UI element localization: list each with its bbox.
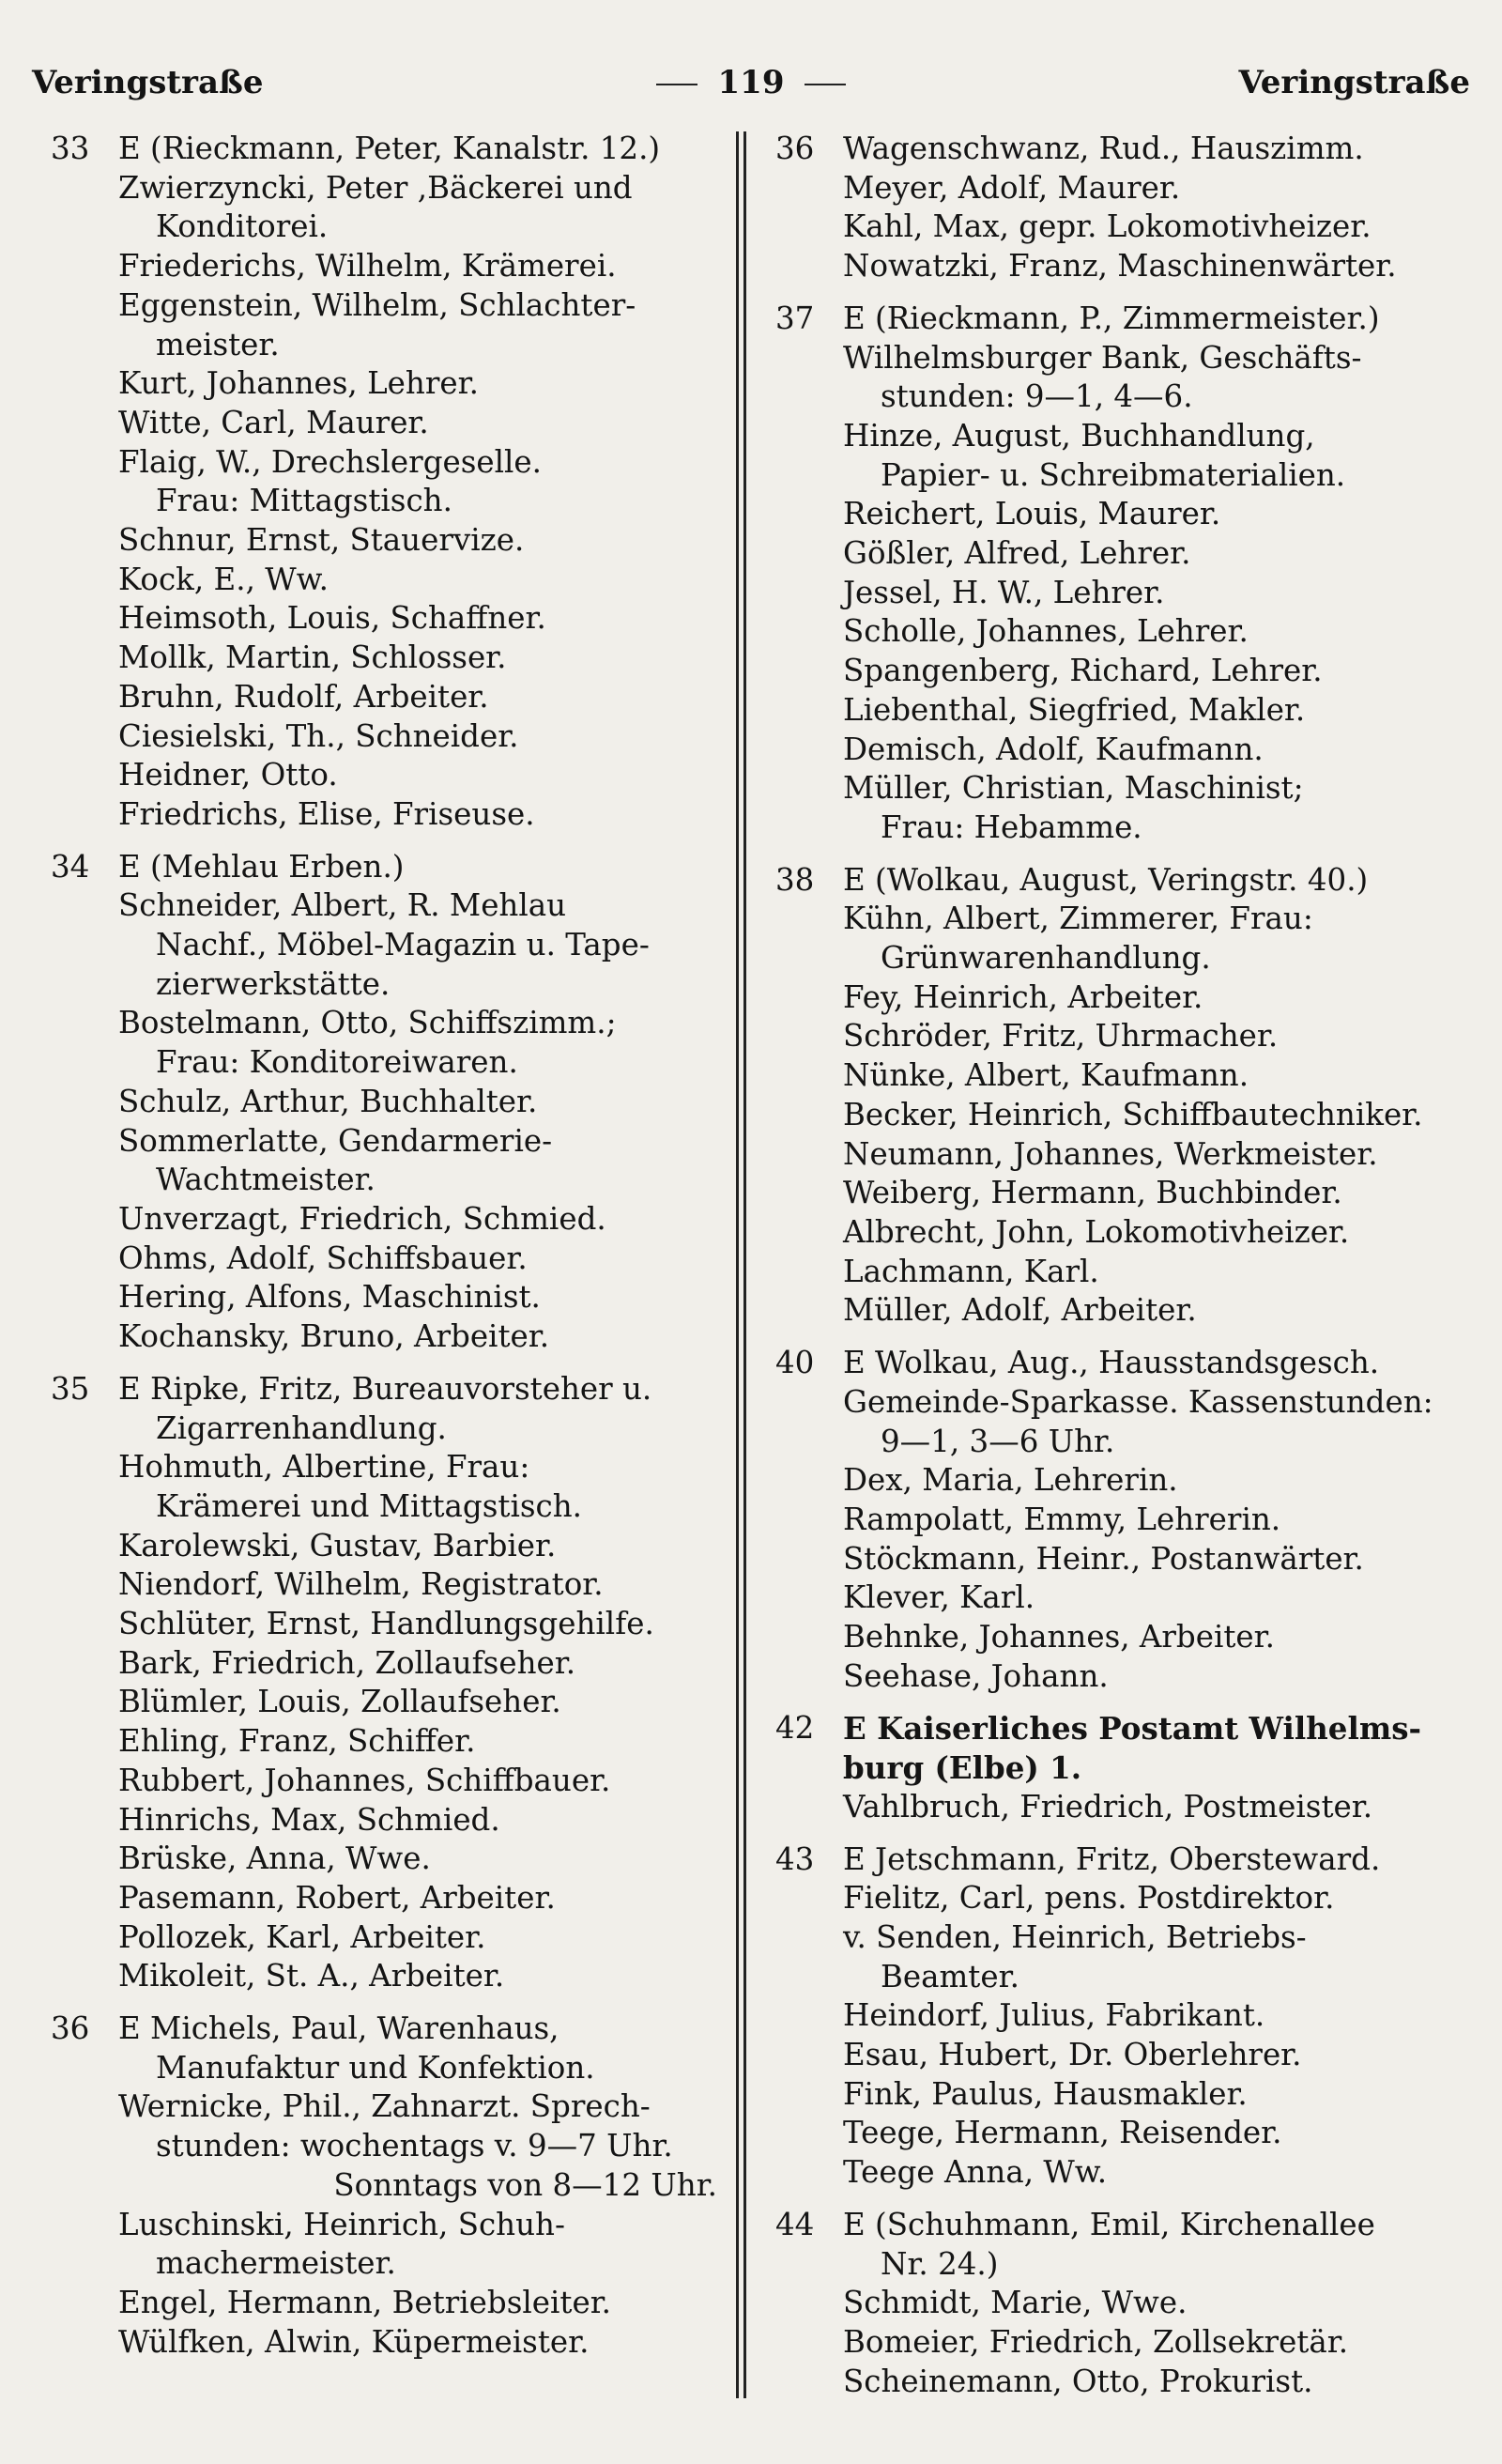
resident-line: Friederichs, Wilhelm, Krämerei. [118, 248, 617, 285]
entry-continuation-line: 9—1, 3—6 Uhr. [881, 1423, 1115, 1459]
entry-continuation-line: zierwerkstätte. [156, 965, 391, 1002]
house-number: 36 [775, 131, 815, 166]
resident-line: Heimsoth, Louis, Schaffner. [118, 600, 546, 637]
entry-gap [51, 835, 727, 848]
house-entry [51, 848, 727, 1357]
entry-continuation-line: Manufaktur und Konfektion. [156, 2049, 595, 2086]
resident-line: Pasemann, Robert, Arbeiter. [118, 1879, 556, 1916]
house-entry [775, 300, 1475, 848]
house-number: 40 [775, 1345, 815, 1381]
resident-line: Luschinski, Heinrich, Schuh- [118, 2206, 565, 2242]
entry-continuation-line: Zigarrenhandlung. [156, 1409, 447, 1446]
resident-line: Albrecht, John, Lokomotivheizer. [843, 1213, 1350, 1250]
resident-line: Klever, Karl. [843, 1579, 1035, 1616]
resident-line: Rampolatt, Emmy, Lehrerin. [843, 1501, 1281, 1537]
entry-continuation-line: stunden: 9—1, 4—6. [881, 378, 1193, 415]
resident-line: Seehase, Johann. [843, 1657, 1109, 1694]
entry-continuation-line: Wachtmeister. [156, 1162, 376, 1198]
resident-line: Friedrichs, Elise, Friseuse. [118, 795, 535, 832]
resident-line: Behnke, Johannes, Arbeiter. [843, 1619, 1275, 1656]
resident-line: Heidner, Otto. [118, 757, 338, 793]
resident-line: Müller, Christian, Maschinist; [843, 770, 1304, 807]
resident-line: E Jetschmann, Fritz, Obersteward. [843, 1840, 1381, 1877]
entry-continuation-line: Papier- u. Schreibmaterialien. [881, 456, 1346, 493]
resident-line: E (Schuhmann, Emil, Kirchenallee [843, 2206, 1375, 2242]
entry-continuation-line: Nr. 24.) [881, 2245, 999, 2282]
resident-line: Fey, Heinrich, Arbeiter. [843, 978, 1203, 1015]
resident-line: Fielitz, Carl, pens. Postdirektor. [843, 1880, 1335, 1917]
resident-line: Liebenthal, Siegfried, Makler. [843, 691, 1306, 728]
left-column [51, 130, 727, 2362]
column-divider-line [743, 131, 746, 2398]
header-street-left: Veringstraße [32, 64, 264, 101]
house-entry [775, 1840, 1475, 2193]
resident-line: Hinze, August, Buchhandlung, [843, 417, 1315, 454]
entry-gap [51, 1996, 727, 2010]
header-street-right: Veringstraße [1238, 64, 1470, 101]
resident-line: Pollozek, Karl, Arbeiter. [118, 1918, 486, 1955]
house-number: 42 [775, 1710, 815, 1747]
resident-line: Fink, Paulus, Hausmakler. [843, 2075, 1248, 2112]
resident-line: E (Rieckmann, P., Zimmermeister.) [843, 300, 1380, 336]
entry-continuation-line: Frau: Mittagstisch. [156, 483, 452, 519]
resident-line: Ehling, Franz, Schiffer. [118, 1723, 476, 1760]
house-entry [775, 1344, 1475, 1696]
header-dash-left [656, 84, 697, 85]
page-header [28, 64, 1474, 111]
resident-line: Bomeier, Friedrich, Zollsekretär. [843, 2323, 1349, 2360]
resident-line: E Michels, Paul, Warenhaus, [118, 2010, 559, 2047]
resident-line: Gemeinde-Sparkasse. Kassenstunden: [843, 1383, 1433, 1420]
resident-line: Flaig, W., Drechslergeselle. [118, 443, 543, 480]
resident-line: Blümler, Louis, Zollaufseher. [118, 1684, 561, 1720]
resident-line: Meyer, Adolf, Maurer. [843, 169, 1181, 206]
resident-line: Bruhn, Rudolf, Arbeiter. [118, 678, 489, 715]
house-number: 37 [775, 300, 815, 336]
house-number: 43 [775, 1840, 815, 1877]
resident-line: Kurt, Johannes, Lehrer. [118, 365, 479, 402]
resident-line: Wilhelmsburger Bank, Geschäfts- [843, 339, 1362, 376]
entry-gap [775, 1331, 1475, 1344]
resident-line: Rubbert, Johannes, Schiffbauer. [118, 1762, 611, 1798]
house-number: 33 [51, 131, 90, 166]
entry-gap [51, 1357, 727, 1370]
entry-gap [775, 286, 1475, 300]
resident-line: Scholle, Johannes, Lehrer. [843, 613, 1249, 650]
resident-line: Müller, Adolf, Arbeiter. [843, 1292, 1197, 1329]
header-dash-right [805, 84, 846, 85]
resident-line: burg (Elbe) 1. [843, 1749, 1082, 1787]
entry-continuation-line: stunden: wochentags v. 9—7 Uhr. [156, 2128, 673, 2164]
resident-line: Nowatzki, Franz, Maschinenwärter. [843, 248, 1397, 285]
resident-line: Weiberg, Hermann, Buchbinder. [843, 1175, 1342, 1211]
resident-line: Vahlbruch, Friedrich, Postmeister. [843, 1788, 1373, 1825]
entry-continuation-line: Konditorei. [156, 208, 329, 245]
page-number: 119 [717, 64, 785, 101]
resident-line: Sonntags von 8—12 Uhr. [333, 2166, 717, 2203]
resident-line: Wülfken, Alwin, Küpermeister. [118, 2323, 590, 2360]
resident-line: Ciesielski, Th., Schneider. [118, 717, 519, 754]
resident-line: Schröder, Fritz, Uhrmacher. [843, 1018, 1279, 1055]
resident-line: Bark, Friedrich, Zollaufseher. [118, 1644, 576, 1681]
resident-line: Hering, Alfons, Maschinist. [118, 1279, 541, 1316]
house-number: 35 [51, 1370, 90, 1407]
resident-line: Schnur, Ernst, Stauervize. [118, 522, 525, 559]
entry-continuation-line: Krämerei und Mittagstisch. [156, 1487, 582, 1524]
resident-line: Schmidt, Marie, Wwe. [843, 2285, 1188, 2321]
resident-line: Gößler, Alfred, Lehrer. [843, 535, 1191, 572]
resident-line: v. Senden, Heinrich, Betriebs- [843, 1918, 1307, 1955]
resident-line: Esau, Hubert, Dr. Oberlehrer. [843, 2037, 1302, 2073]
resident-line: E Ripke, Fritz, Bureauvorsteher u. [118, 1370, 652, 1407]
resident-line: Wagenschwanz, Rud., Hauszimm. [843, 131, 1364, 166]
resident-line: Teege Anna, Ww. [843, 2154, 1108, 2191]
resident-line: Stöckmann, Heinr., Postanwärter. [843, 1540, 1364, 1577]
resident-line: Kahl, Max, gepr. Lokomotivheizer. [843, 208, 1372, 245]
resident-line: Neumann, Johannes, Werkmeister. [843, 1135, 1378, 1172]
resident-line: Mollk, Martin, Schlosser. [118, 639, 507, 676]
entry-continuation-line: Frau: Konditoreiwaren. [156, 1044, 518, 1081]
resident-line: E (Mehlau Erben.) [118, 848, 405, 885]
entry-continuation-line: Grünwarenhandlung. [881, 940, 1211, 977]
resident-line: Bostelmann, Otto, Schiffszimm.; [118, 1005, 617, 1041]
resident-line: Reichert, Louis, Maurer. [843, 496, 1221, 532]
house-number: 44 [775, 2206, 815, 2242]
resident-line: Engel, Hermann, Betriebsleiter. [118, 2284, 612, 2320]
resident-line: Dex, Maria, Lehrerin. [843, 1462, 1178, 1499]
resident-line: Brüske, Anna, Wwe. [118, 1840, 431, 1877]
entry-continuation-line: Beamter. [881, 1958, 1019, 1994]
resident-line: Lachmann, Karl. [843, 1253, 1099, 1289]
resident-line: Karolewski, Gustav, Barbier. [118, 1527, 557, 1563]
resident-line: Jessel, H. W., Lehrer. [843, 574, 1165, 610]
resident-line: E (Rieckmann, Peter, Kanalstr. 12.) [118, 131, 661, 166]
entry-continuation-line: machermeister. [156, 2245, 396, 2282]
resident-line: Demisch, Adolf, Kaufmann. [843, 731, 1264, 767]
right-column [775, 130, 1475, 2401]
entry-gap [775, 1696, 1475, 1709]
resident-line: Becker, Heinrich, Schiffbautechniker. [843, 1096, 1423, 1132]
column-divider-line [736, 131, 739, 2398]
resident-line: Eggenstein, Wilhelm, Schlachter- [118, 286, 636, 323]
resident-line: E (Wolkau, August, Veringstr. 40.) [843, 861, 1369, 898]
resident-line: Schneider, Albert, R. Mehlau [118, 887, 567, 924]
resident-line: Kochansky, Bruno, Arbeiter. [118, 1318, 550, 1355]
entry-gap [775, 1827, 1475, 1840]
house-entry [51, 130, 727, 835]
resident-line: Mikoleit, St. A., Arbeiter. [118, 1958, 505, 1994]
entry-continuation-line: Frau: Hebamme. [881, 808, 1142, 845]
house-entry [775, 1709, 1475, 1826]
entry-gap [775, 2193, 1475, 2206]
resident-line: Kühn, Albert, Zimmerer, Frau: [843, 901, 1313, 937]
resident-line: Hohmuth, Albertine, Frau: [118, 1449, 530, 1486]
resident-line: Witte, Carl, Maurer. [118, 404, 429, 440]
house-number: 38 [775, 861, 815, 898]
resident-line: Unverzagt, Friedrich, Schmied. [118, 1200, 606, 1237]
resident-line: E Wolkau, Aug., Hausstandsgesch. [843, 1345, 1380, 1381]
resident-line: Zwierzyncki, Peter ,Bäckerei und [118, 169, 633, 206]
resident-line: Nünke, Albert, Kaufmann. [843, 1057, 1249, 1094]
entry-continuation-line: Nachf., Möbel-Magazin u. Tape- [156, 927, 650, 963]
resident-line: Teege, Hermann, Reisender. [843, 2115, 1282, 2151]
resident-line: Scheinemann, Otto, Prokurist. [843, 2363, 1313, 2399]
resident-line: Spangenberg, Richard, Lehrer. [843, 653, 1323, 689]
resident-line: Kock, E., Ww. [118, 561, 329, 597]
resident-line: Niendorf, Wilhelm, Registrator. [118, 1566, 604, 1603]
entry-gap [775, 848, 1475, 861]
house-entry [775, 861, 1475, 1331]
resident-line: Ohms, Adolf, Schiffsbauer. [118, 1240, 528, 1276]
resident-line: Schlüter, Ernst, Handlungsgehilfe. [118, 1606, 654, 1642]
house-entry [775, 2206, 1475, 2402]
entry-continuation-line: meister. [156, 326, 280, 362]
resident-line: E Kaiserliches Postamt Wilhelms- [843, 1710, 1422, 1748]
resident-line: Hinrichs, Max, Schmied. [118, 1801, 500, 1838]
resident-line: Wernicke, Phil., Zahnarzt. Sprech- [118, 2088, 651, 2125]
house-entry [775, 130, 1475, 286]
resident-line: Sommerlatte, Gendarmerie- [118, 1122, 553, 1159]
house-number: 36 [51, 2010, 90, 2047]
resident-line: Heindorf, Julius, Fabrikant. [843, 1997, 1265, 2034]
house-entry [51, 2010, 727, 2362]
house-entry [51, 1370, 727, 1996]
resident-line: Schulz, Arthur, Buchhalter. [118, 1083, 538, 1119]
house-number: 34 [51, 848, 90, 885]
